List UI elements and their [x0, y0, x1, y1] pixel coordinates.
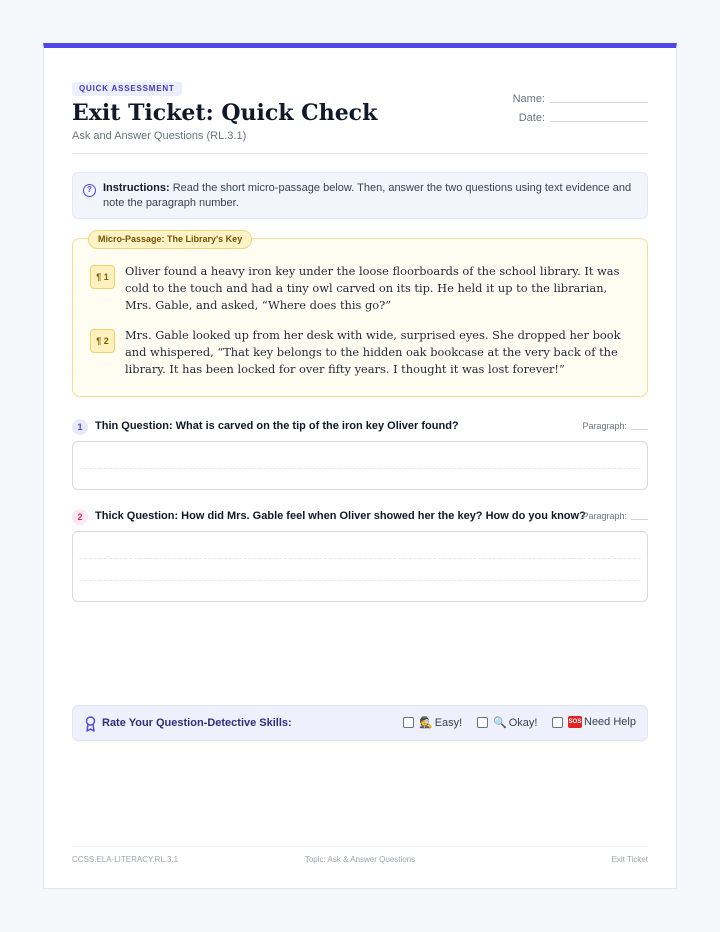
- name-field[interactable]: [513, 93, 648, 105]
- question-number-badge: 2: [72, 509, 88, 525]
- header-divider: [72, 153, 648, 154]
- question-1-paragraph-field[interactable]: [582, 421, 648, 431]
- need-help-checkbox[interactable]: [552, 717, 563, 728]
- instructions-text: [103, 181, 635, 210]
- instructions-box: [72, 172, 648, 219]
- instructions-label: Instructions:: [103, 182, 170, 194]
- date-line[interactable]: [550, 121, 648, 122]
- rating-option-okay[interactable]: [477, 716, 537, 729]
- award-ribbon-icon: [85, 716, 96, 732]
- name-line[interactable]: [550, 102, 648, 103]
- question-2-answer-box[interactable]: [72, 531, 648, 602]
- paragraph-line[interactable]: [631, 429, 648, 430]
- micro-passage-box: [72, 234, 648, 397]
- paragraph-label: Paragraph:: [582, 421, 627, 431]
- page-title: Exit Ticket: Quick Check: [72, 100, 378, 126]
- question-1-text: Thin Question: What is carved on the tip of the iron key Oliver found?: [95, 420, 459, 432]
- assessment-badge: QUICK ASSESSMENT: [72, 82, 182, 96]
- name-label: Name:: [512, 93, 545, 105]
- sos-icon: SOS: [568, 716, 582, 728]
- answer-guide-line: [79, 580, 641, 581]
- question-2-text: Thick Question: How did Mrs. Gable feel when Oliver showed her the key? How do you know?: [95, 510, 586, 522]
- rating-label: Rate Your Question-Detective Skills:: [102, 717, 292, 729]
- question-number-badge: 1: [72, 419, 88, 435]
- footer-topic: Topic: Ask & Answer Questions: [304, 855, 416, 864]
- paragraph-text: Mrs. Gable looked up from her desk with wide, surprised eyes. She dropped her book and whispered, “That key belongs to the hidden oak bookcase at the very back of the library. It has been locked for over fifty years. I thought it was lost forever!”: [125, 328, 621, 376]
- footer-divider: [72, 846, 648, 847]
- paragraph-number-badge: ¶ 2: [90, 329, 115, 353]
- passage-title: Micro-Passage: The Library's Key: [88, 230, 252, 249]
- date-field[interactable]: [519, 112, 648, 124]
- paragraph-number-badge: ¶ 1: [90, 265, 115, 289]
- paragraph-line[interactable]: [631, 519, 648, 520]
- rating-option-easy[interactable]: [403, 716, 462, 729]
- worksheet-page: [43, 43, 677, 889]
- option-label: Need Help: [584, 716, 636, 728]
- question-1-answer-box[interactable]: [72, 441, 648, 490]
- answer-guide-line: [79, 468, 641, 469]
- detective-icon: 🕵: [419, 717, 433, 729]
- footer-standard: CCSS.ELA-LITERACY.RL.3.1: [72, 855, 179, 864]
- self-rating-bar: [72, 705, 648, 741]
- rating-option-need-help[interactable]: [552, 716, 636, 728]
- footer-label: Exit Ticket: [611, 855, 648, 864]
- magnifier-icon: 🔍: [493, 717, 507, 729]
- instructions-body: Read the short micro-passage below. Then, answer the two questions using text evidence and note the paragraph number.: [103, 182, 632, 209]
- question-2-paragraph-field[interactable]: [582, 511, 648, 521]
- question-circle-icon: ?: [83, 184, 96, 197]
- option-label: Okay!: [508, 716, 538, 729]
- paragraph-label: Paragraph:: [582, 511, 627, 521]
- date-label: Date:: [518, 112, 545, 124]
- page-subtitle: Ask and Answer Questions (RL.3.1): [72, 130, 247, 142]
- okay-checkbox[interactable]: [477, 717, 488, 728]
- answer-guide-line: [79, 558, 641, 559]
- easy-checkbox[interactable]: [403, 717, 414, 728]
- option-label: Easy!: [434, 716, 463, 729]
- paragraph-text: Oliver found a heavy iron key under the loose floorboards of the school library. It was cold to the touch and had a tiny owl carved on its tip. He held it up to the librarian, Mrs. Gable, and asked, “Where does this go?”: [125, 264, 620, 312]
